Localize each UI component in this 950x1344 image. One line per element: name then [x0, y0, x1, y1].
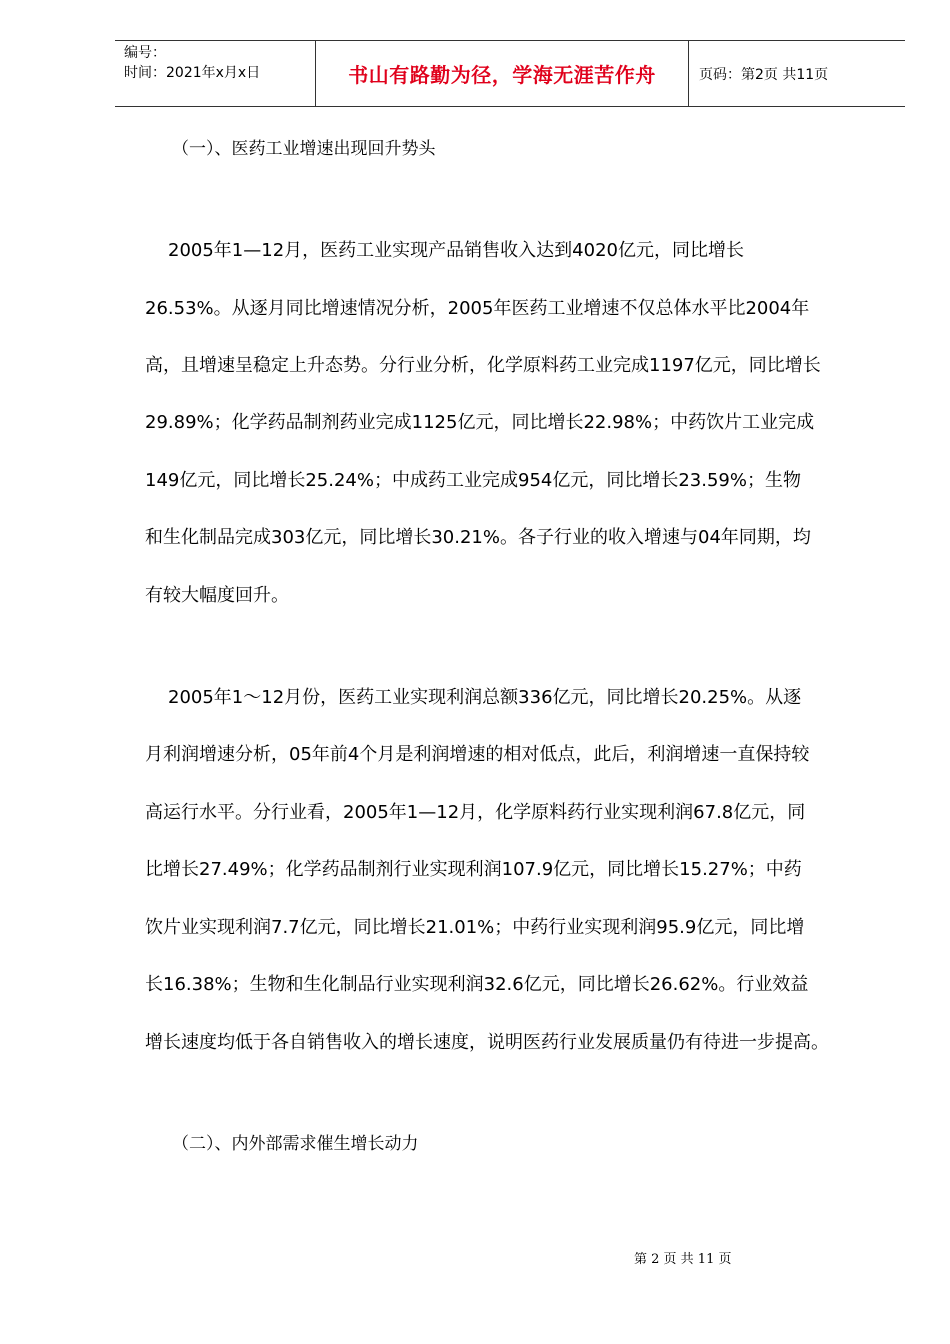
paragraph-line: 2005年1～12月份，医药工业实现利润总额336亿元，同比增长20.25%。从逐: [168, 687, 802, 708]
paragraph-line: 29.89%；化学药品制剂药业完成1125亿元，同比增长22.98%；中药饮片工业完成: [145, 412, 815, 433]
document-time-label: 时间：2021年x月x日: [124, 65, 261, 81]
paragraph-line: 和生化制品完成303亿元，同比增长30.21%。各子行业的收入增速与04年同期，均: [145, 527, 811, 548]
paragraph-line: 高，且增速呈稳定上升态势。分行业分析，化学原料药工业完成1197亿元，同比增长: [145, 355, 821, 376]
page-header: [115, 40, 905, 107]
document-number-label: 编号：: [124, 45, 166, 61]
page-footer: 第 2 页 共 11 页: [634, 1252, 732, 1267]
paragraph-line: 增长速度均低于各自销售收入的增长速度，说明医药行业发展质量仍有待进一步提高。: [145, 1032, 829, 1053]
paragraph-line: 有较大幅度回升。: [145, 585, 289, 606]
paragraph-line: 149亿元，同比增长25.24%；中成药工业完成954亿元，同比增长23.59%；生物: [145, 470, 801, 491]
header-motto: 书山有路勤为径，学海无涯苦作舟: [316, 41, 689, 106]
paragraph-line: 26.53%。从逐月同比增速情况分析，2005年医药工业增速不仅总体水平比2004年: [145, 298, 810, 319]
paragraph-line: 长16.38%；生物和生化制品行业实现利润32.6亿元，同比增长26.62%。行业效益: [145, 974, 809, 995]
section-heading-1: （一）、医药工业增速出现回升势头: [172, 139, 436, 159]
header-meta: [115, 41, 316, 106]
paragraph-line: 比增长27.49%；化学药品制剂行业实现利润107.9亿元，同比增长15.27%；中药: [145, 859, 802, 880]
header-page-info: 页码：第2页 共11页: [699, 66, 829, 83]
paragraph-line: 饮片业实现利润7.7亿元，同比增长21.01%；中药行业实现利润95.9亿元，同比增: [145, 917, 805, 938]
paragraph-line: 高运行水平。分行业看，2005年1—12月，化学原料药行业实现利润67.8亿元，同: [145, 802, 806, 823]
paragraph-line: 2005年1—12月，医药工业实现产品销售收入达到4020亿元，同比增长: [168, 240, 744, 261]
section-heading-2: （二）、内外部需求催生增长动力: [172, 1134, 419, 1154]
paragraph-line: 月利润增速分析，05年前4个月是利润增速的相对低点，此后，利润增速一直保持较: [145, 744, 810, 765]
